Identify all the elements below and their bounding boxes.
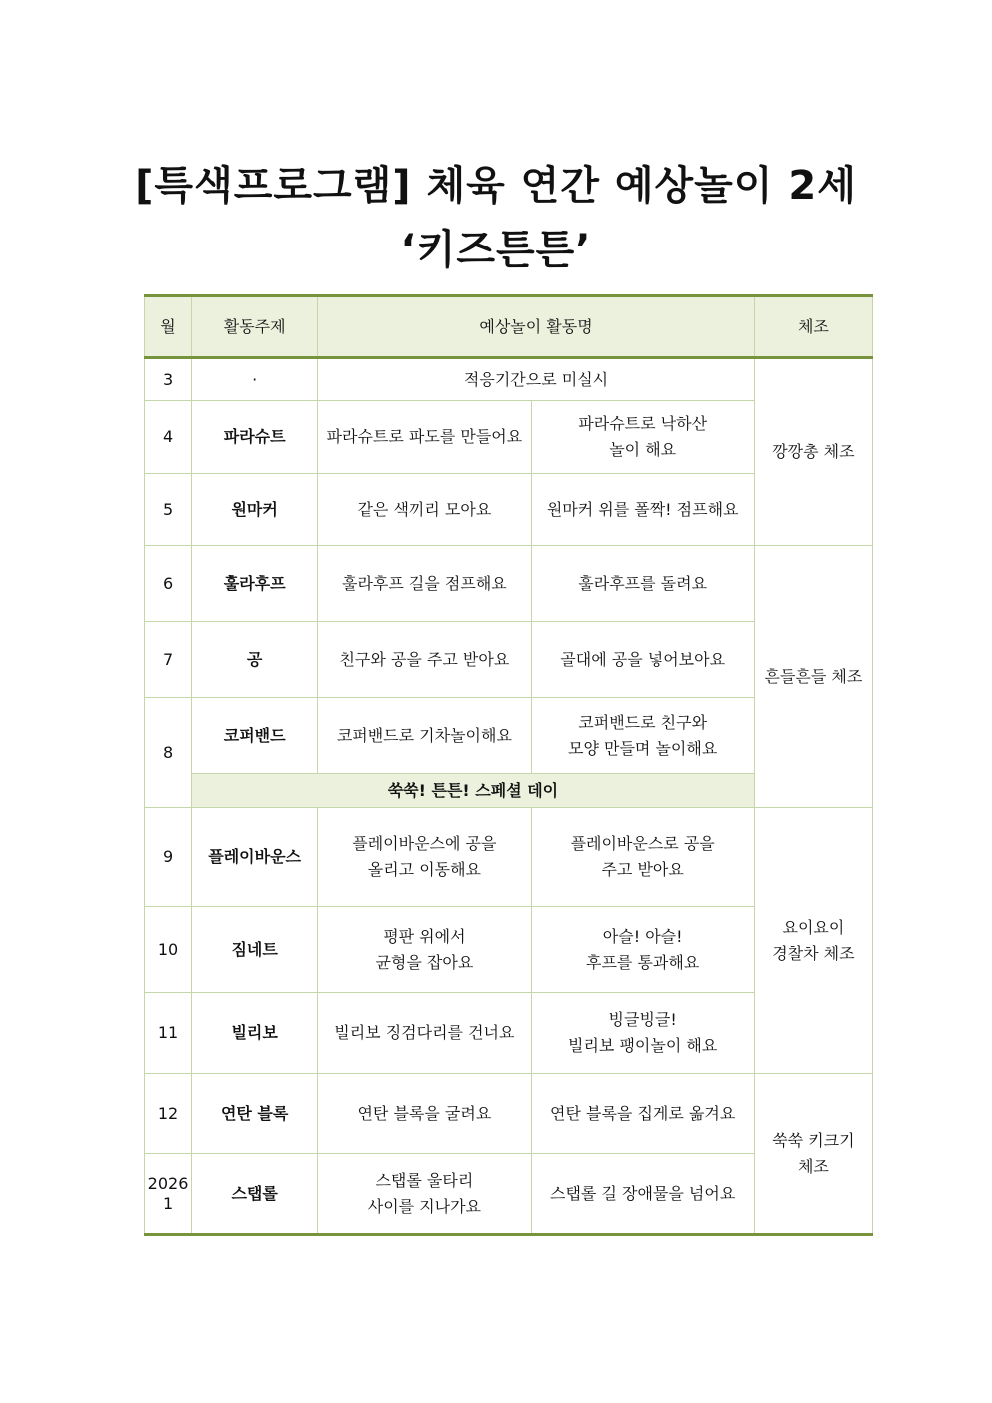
play1-line: 올리고 이동해요 xyxy=(367,860,482,879)
play1-cell: 파라슈트로 파도를 만들어요 xyxy=(318,401,531,474)
table-header-row xyxy=(145,296,873,358)
play2-line: 파라슈트로 낙하산 xyxy=(578,414,708,433)
topic-cell: 빌리보 xyxy=(192,993,318,1074)
header-topic: 활동주제 xyxy=(192,296,318,358)
topic-cell: 짐네트 xyxy=(192,907,318,993)
exercise-cell xyxy=(754,808,872,1074)
play2-line: 아슬! 아슬! xyxy=(602,926,683,946)
special-day-cell: 쑥쑥! 튼튼! 스페셜 데이 xyxy=(192,774,755,808)
topic-cell: 공 xyxy=(192,622,318,698)
month-cell xyxy=(145,1154,192,1235)
play2-line: 모양 만들며 놀이해요 xyxy=(568,738,718,758)
topic-cell: · xyxy=(192,358,318,401)
month-cell: 12 xyxy=(145,1074,192,1154)
play2-line: 빌리보 팽이놀이 해요 xyxy=(568,1036,718,1055)
page-title: [특색프로그램] 체육 연간 예상놀이 2세 xyxy=(135,163,857,209)
month-cell: 11 xyxy=(145,993,192,1074)
month-cell: 9 xyxy=(145,808,192,907)
topic-cell: 원마커 xyxy=(192,474,318,546)
play2-line: 주고 받아요 xyxy=(601,860,684,879)
play1-line: 평판 위에서 xyxy=(383,926,466,946)
month-cell: 5 xyxy=(145,474,192,546)
exercise-line: 요이요이 xyxy=(782,917,845,937)
month-cell: 3 xyxy=(145,358,192,401)
play2-line: 빙글빙글! xyxy=(608,1010,677,1029)
topic-cell: 스탭롤 xyxy=(192,1154,318,1235)
header-activity: 예상놀이 활동명 xyxy=(318,296,755,358)
play2-cell: 골대에 공을 넣어보아요 xyxy=(531,622,754,698)
play2-cell: 원마커 위를 폴짝! 점프해요 xyxy=(531,474,754,546)
play1-line: 플레이바운스에 공을 xyxy=(352,834,497,853)
month-line: 2026 xyxy=(147,1173,189,1193)
month-cell: 10 xyxy=(145,907,192,993)
month-cell: 8 xyxy=(145,698,192,808)
play1-line: 스탭롤 울타리 xyxy=(375,1170,474,1190)
month-line: 1 xyxy=(162,1193,174,1213)
month-cell: 6 xyxy=(145,546,192,622)
table-row xyxy=(145,546,873,622)
exercise-cell xyxy=(754,1074,872,1235)
play1-line: 균형을 잡아요 xyxy=(375,952,474,972)
play1-cell: 친구와 공을 주고 받아요 xyxy=(318,622,531,698)
exercise-cell: 깡깡총 체조 xyxy=(754,358,872,546)
month-cell: 7 xyxy=(145,622,192,698)
header-month: 월 xyxy=(145,296,192,358)
play1-cell: 코퍼밴드로 기차놀이해요 xyxy=(318,698,531,774)
play1-cell xyxy=(318,907,531,993)
play2-line: 후프를 통과해요 xyxy=(586,952,700,972)
play2-cell xyxy=(531,907,754,993)
play2-line: 놀이 해요 xyxy=(609,440,677,459)
play1-line: 사이를 지나가요 xyxy=(367,1196,482,1216)
play1-cell: 빌리보 징검다리를 건너요 xyxy=(318,993,531,1074)
play1-cell xyxy=(318,808,531,907)
exercise-line: 경찰차 체조 xyxy=(772,943,855,963)
play1-cell xyxy=(318,1154,531,1235)
play2-cell xyxy=(531,808,754,907)
play2-cell: 연탄 블록을 집게로 옮겨요 xyxy=(531,1074,754,1154)
topic-cell: 파라슈트 xyxy=(192,401,318,474)
month-cell: 4 xyxy=(145,401,192,474)
activity-cell: 적응기간으로 미실시 xyxy=(318,358,755,401)
exercise-cell: 흔들흔들 체조 xyxy=(754,546,872,808)
activity-table xyxy=(144,294,873,1236)
exercise-line: 체조 xyxy=(797,1156,829,1176)
table-row xyxy=(145,1074,873,1154)
exercise-line: 쑥쑥 키크기 xyxy=(772,1130,855,1150)
play1-cell: 같은 색끼리 모아요 xyxy=(318,474,531,546)
table-row xyxy=(145,358,873,401)
play2-cell xyxy=(531,993,754,1074)
play2-cell xyxy=(531,401,754,474)
topic-cell: 플레이바운스 xyxy=(192,808,318,907)
play1-cell: 훌라후프 길을 점프해요 xyxy=(318,546,531,622)
topic-cell: 코퍼밴드 xyxy=(192,698,318,774)
play2-line: 코퍼밴드로 친구와 xyxy=(578,712,708,732)
play2-line: 플레이바운스로 공을 xyxy=(570,834,715,853)
play2-cell xyxy=(531,698,754,774)
play1-cell: 연탄 블록을 굴려요 xyxy=(318,1074,531,1154)
table-row xyxy=(145,808,873,907)
header-exercise: 체조 xyxy=(754,296,872,358)
page-subtitle: ‘키즈튼튼’ xyxy=(400,227,592,273)
play2-cell: 스탭롤 길 장애물을 넘어요 xyxy=(531,1154,754,1235)
play2-cell: 훌라후프를 돌려요 xyxy=(531,546,754,622)
topic-cell: 훌라후프 xyxy=(192,546,318,622)
topic-cell: 연탄 블록 xyxy=(192,1074,318,1154)
